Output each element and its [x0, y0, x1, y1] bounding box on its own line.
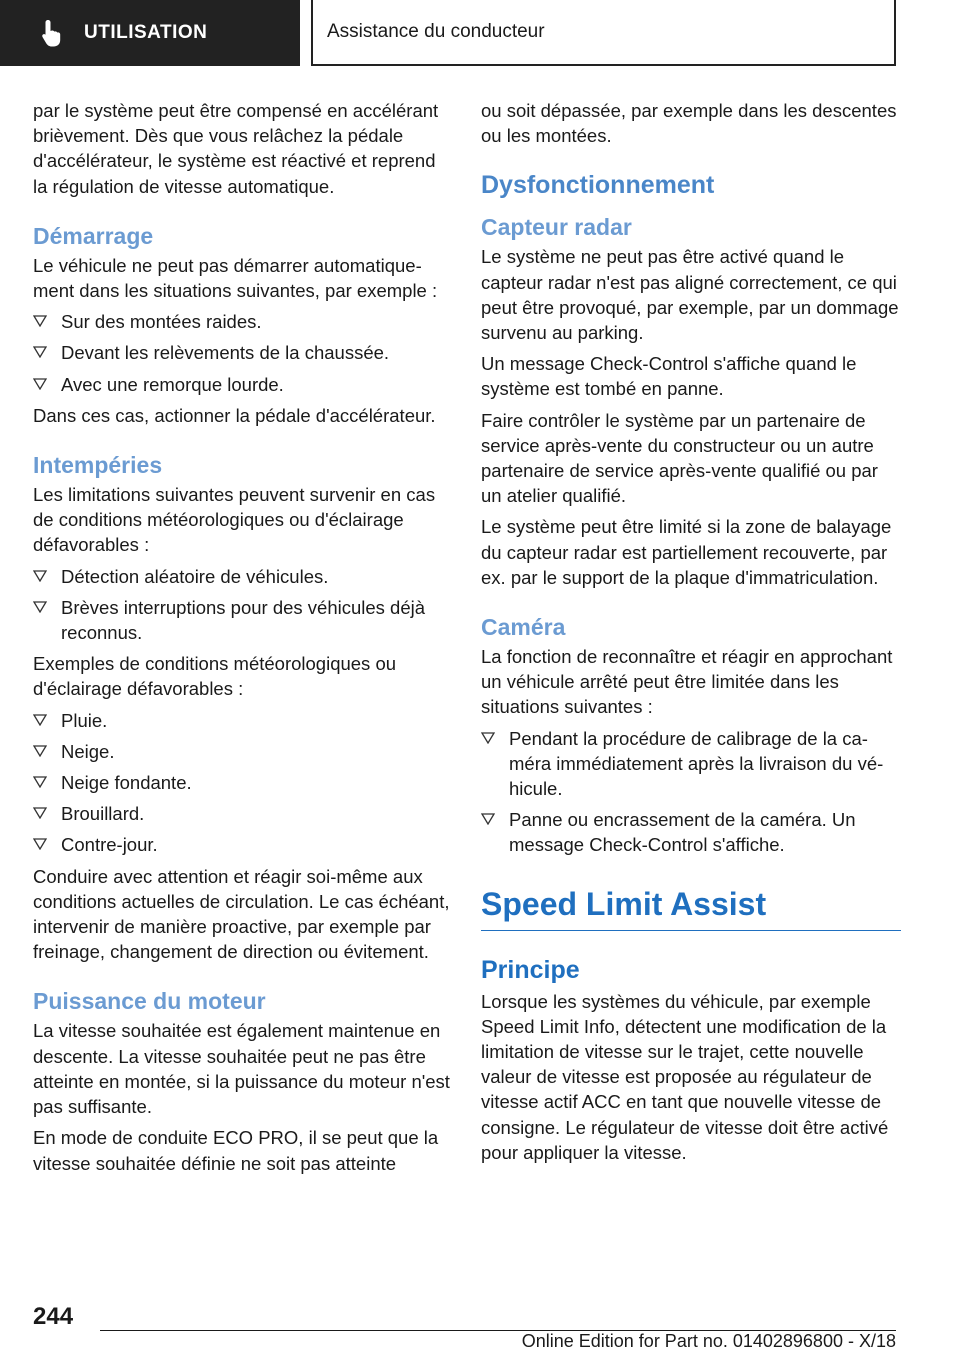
- chapter-title: Assistance du conducteur: [311, 0, 896, 66]
- page-footer: [0, 1295, 960, 1362]
- triangle-bullet-icon: [33, 346, 47, 358]
- triangle-bullet-icon: [33, 807, 47, 819]
- paragraph: Le système ne peut pas être activé quand le capteur radar n'est pas aligné correctement, ce qui peut être provoqué, par exemple, par un dommage survenu au parking.: [481, 246, 899, 344]
- paragraph: Le système peut être limité si la zone de balayage du capteur radar est partiellement recouverte, par ex. par le support de la plaque d'immatriculation.: [481, 516, 892, 588]
- paragraph: Un message Check-Control s'affiche quand le système est tombé en panne.: [481, 353, 857, 400]
- list-item: Panne ou encrassement de la caméra. Un message Check-Control s'affiche.: [481, 807, 901, 857]
- section-title-speed-limit-assist: Speed Limit Assist: [481, 884, 901, 931]
- paragraph: En mode de conduite ECO PRO, il se peut que la vitesse souhaitée définie ne soit pas atteinte: [33, 1127, 439, 1174]
- heading-camera: Caméra: [481, 614, 566, 641]
- heading-puissance: Puissance du moteur: [33, 988, 266, 1015]
- list-item: Détection aléatoire de véhicules.: [33, 564, 453, 589]
- list-item: Avec une remorque lourde.: [33, 372, 453, 397]
- heading-principe: Principe: [481, 955, 580, 984]
- paragraph: Dans ces cas, actionner la pédale d'accélérateur.: [33, 404, 436, 426]
- triangle-bullet-icon: [33, 714, 47, 726]
- triangle-bullet-icon: [481, 813, 495, 825]
- paragraph: ou soit dépassée, par exemple dans les descentes ou les montées.: [481, 100, 897, 147]
- triangle-bullet-icon: [33, 838, 47, 850]
- paragraph: Faire contrôler le système par un partenaire de service après-vente du constructeur ou un autre partenaire de service après-vente qualifié ou par un atelier qualifié.: [481, 409, 878, 507]
- list-item: Neige fondante.: [33, 770, 453, 795]
- right-column: [481, 98, 901, 1171]
- list-item: Devant les relèvements de la chaussée.: [33, 340, 453, 365]
- list-item: Neige.: [33, 739, 453, 764]
- list-item: Brouillard.: [33, 801, 453, 826]
- bullet-list: [33, 309, 453, 397]
- triangle-bullet-icon: [33, 315, 47, 327]
- triangle-bullet-icon: [33, 776, 47, 788]
- triangle-bullet-icon: [481, 732, 495, 744]
- paragraph: Conduire avec attention et réagir soi-même aux conditions actuelles de circulation. Le cas échéant, intervenir de manière proactive, par exemple par freinage, changement de direction ou évitement.: [33, 865, 450, 963]
- paragraph: Exemples de conditions météorologiques ou d'éclairage défavorables :: [33, 653, 397, 700]
- list-item: Contre-jour.: [33, 832, 453, 857]
- list-item: Brèves interruptions pour des véhicules déjà reconnus.: [33, 595, 453, 645]
- left-column: [33, 98, 453, 1182]
- paragraph: par le système peut être compensé en accélérant brièvement. Dès que vous relâchez la pédale d'accélérateur, le système est réactivé et reprend la régulation de vitesse automatique.: [33, 100, 439, 197]
- heading-intemperies: Intempéries: [33, 452, 163, 479]
- bullet-list: [481, 726, 901, 858]
- bullet-list: [33, 708, 453, 858]
- triangle-bullet-icon: [33, 745, 47, 757]
- triangle-bullet-icon: [33, 570, 47, 582]
- triangle-bullet-icon: [33, 601, 47, 613]
- triangle-bullet-icon: [33, 378, 47, 390]
- heading-capteur-radar: Capteur radar: [481, 214, 632, 241]
- paragraph: Le véhicule ne peut pas démarrer automatiquement dans les situations suivantes, par exemple :: [33, 254, 438, 302]
- list-item: Pendant la procédure de calibrage de la caméra immédiatement après la livraison du véhicule.: [481, 726, 901, 802]
- paragraph: Lorsque les systèmes du véhicule, par exemple Speed Limit Info, détectent une modification de la limitation de vitesse sur le trajet, cette nouvelle valeur de vitesse est proposée au régulateur de vitesse actif ACC en tant que nouvelle vitesse de consigne. Le régulateur de vitesse doit être activé pour appliquer la vitesse.: [481, 990, 889, 1163]
- edition-note: Online Edition for Part no. 01402896800 - X/18: [521, 1331, 896, 1351]
- paragraph: Les limitations suivantes peuvent survenir en cas de conditions météorologiques ou d'éclairage défavorables :: [33, 484, 436, 556]
- page-header: [0, 0, 960, 66]
- list-item: Sur des montées raides.: [33, 309, 453, 334]
- section-label: UTILISATION: [84, 22, 208, 43]
- paragraph: La vitesse souhaitée est également maintenue en descente. La vitesse souhaitée peut ne pas être atteinte en montée, si la puissance du moteur n'est pas suffisante.: [33, 1020, 450, 1118]
- list-item: Pluie.: [33, 708, 453, 733]
- hand-pointer-icon: [40, 18, 66, 48]
- heading-demarrage: Démarrage: [33, 222, 154, 249]
- paragraph: La fonction de reconnaître et réagir en approchant un véhicule arrêté peut être limitée dans les situations suivantes :: [481, 646, 893, 718]
- section-tab[interactable]: [0, 0, 300, 66]
- page-number: 244: [33, 1303, 74, 1330]
- heading-dysfonctionnement: Dysfonctionnement: [481, 171, 715, 200]
- bullet-list: [33, 564, 453, 646]
